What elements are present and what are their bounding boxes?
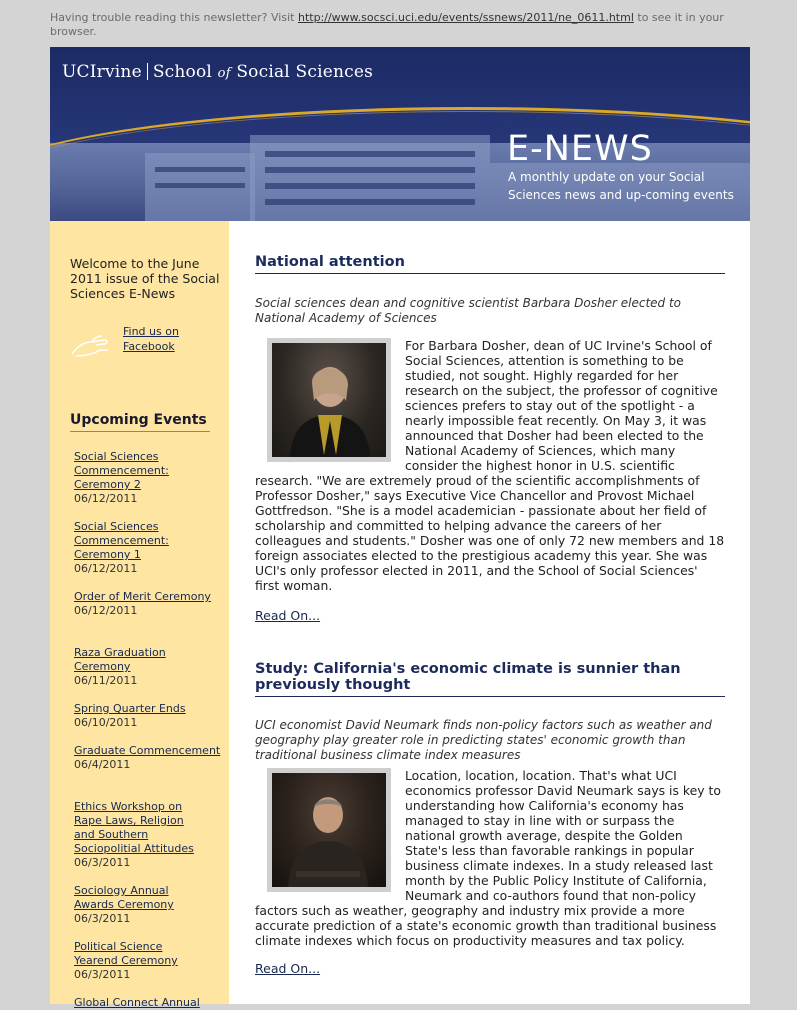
- browser-view-link[interactable]: http://www.socsci.uci.edu/events/ssnews/2011/ne_0611.html: [297, 11, 634, 24]
- welcome-text: Welcome to the June 2011 issue of the Social Sciences E-News: [70, 256, 220, 301]
- event-item: [74, 590, 224, 618]
- event-item: [74, 996, 224, 1010]
- event-item: [74, 744, 224, 772]
- event-item: [74, 646, 224, 688]
- article-photo: [267, 768, 391, 892]
- article-subtitle: UCI economist David Neumark finds non-policy factors such as weather and geography play greater role in predicting states' economic growth than traditional business climate index measures: [255, 718, 712, 762]
- event-date: 06/4/2011: [74, 758, 131, 771]
- article-title[interactable]: National attention: [255, 254, 725, 274]
- event-item: [74, 520, 224, 576]
- event-date: 06/12/2011: [74, 492, 138, 505]
- facebook-link[interactable]: Find us on Facebook: [123, 325, 179, 353]
- facebook-hand-icon: [70, 330, 114, 360]
- event-date: 06/3/2011: [74, 856, 131, 869]
- event-item: [74, 450, 224, 506]
- article: [255, 254, 725, 624]
- newsletter-banner: [50, 47, 750, 221]
- event-link[interactable]: Graduate Commencement: [74, 744, 221, 757]
- portrait-woman-icon: [272, 343, 386, 457]
- notice-text-after: to see it in your browser.: [50, 11, 724, 38]
- read-on-link[interactable]: Read On...: [255, 608, 321, 623]
- browser-view-notice: [50, 11, 750, 39]
- event-date: 06/11/2011: [74, 674, 138, 687]
- event-date: 06/10/2011: [74, 716, 138, 729]
- read-on-link[interactable]: Read On...: [255, 961, 321, 976]
- article: [255, 661, 725, 977]
- event-date: 06/3/2011: [74, 968, 131, 981]
- event-link[interactable]: Social Sciences Commencement: Ceremony 1: [74, 520, 169, 561]
- event-item: [74, 800, 204, 870]
- article-photo: [267, 338, 391, 462]
- upcoming-events-heading: Upcoming Events: [70, 412, 210, 432]
- main-content: [229, 221, 750, 1004]
- event-link[interactable]: Global Connect Annual: [74, 996, 200, 1009]
- event-link[interactable]: Political Science Yearend Ceremony: [74, 940, 178, 967]
- article-title[interactable]: Study: California's economic climate is sunnier than previously thought: [255, 661, 725, 697]
- article-body: For Barbara Dosher, dean of UC Irvine's School of Social Sciences, attention is something to be studied, not sought. Highly regarded for her research on the subject, the professor of cognitive sciences prefers to stay out of the spotlight - a nearly impossible feat recently. On May 3, it was announced that Dosher had been elected to the National Academy of Sciences, which many consider the highest honor in U.S. scientific research. "We are extremely proud of the scientific accomplishments of Professor Dosher," says Executive Vice Chancellor and Provost Michael Gottfredson. "She is a model academician - passionate about her field of scholarship and committed to helping advance the careers of her colleagues and students." Dosher was one of only 72 new members and 18 foreign associates elected to the prestigious academy this year. She was UCI's only professor elected in 2011, and the School of Social Sciences' first woman.: [255, 338, 725, 593]
- event-date: 06/3/2011: [74, 912, 131, 925]
- event-link[interactable]: Social Sciences Commencement: Ceremony 2: [74, 450, 169, 491]
- event-link[interactable]: Order of Merit Ceremony: [74, 590, 211, 603]
- event-item: [74, 884, 194, 926]
- event-item: [74, 702, 224, 730]
- sidebar: [50, 221, 229, 1009]
- event-link[interactable]: Spring Quarter Ends: [74, 702, 186, 715]
- event-item: [74, 940, 194, 982]
- newsletter-title: E-NEWS: [507, 129, 653, 169]
- portrait-man-icon: [272, 773, 386, 887]
- newsletter-tagline: A monthly update on your Social Sciences news and up-coming events: [508, 170, 734, 202]
- article-subtitle: Social sciences dean and cognitive scientist Barbara Dosher elected to National Academy of Sciences: [255, 296, 682, 325]
- event-link[interactable]: Sociology Annual Awards Ceremony: [74, 884, 174, 911]
- event-date: 06/12/2011: [74, 562, 138, 575]
- facebook-promo[interactable]: [70, 324, 225, 364]
- article-body: Location, location, location. That's what UCI economics professor David Neumark says is key to understanding how California's economy has managed to stay in line with or surpass the national growth average, despite the Golden State's less than favorable rankings in popular business climate indexes. In a study released last month by the Public Policy Institute of California, Neumark and co-authors found that non-policy factors such as weather, geography and industry mix provide a more accurate prediction of a state's economic growth than traditional business climate indexes which focus on productivity measures and tax policy.: [255, 768, 721, 948]
- event-date: 06/12/2011: [74, 604, 138, 617]
- event-link[interactable]: Raza Graduation Ceremony: [74, 646, 166, 673]
- uci-school-logo[interactable]: UCIrvine School of Social Sciences: [62, 62, 374, 82]
- notice-text: Having trouble reading this newsletter? Visit: [50, 11, 295, 24]
- event-link[interactable]: Ethics Workshop on Rape Laws, Religion and Southern Sociopolitial Attitudes: [74, 800, 194, 855]
